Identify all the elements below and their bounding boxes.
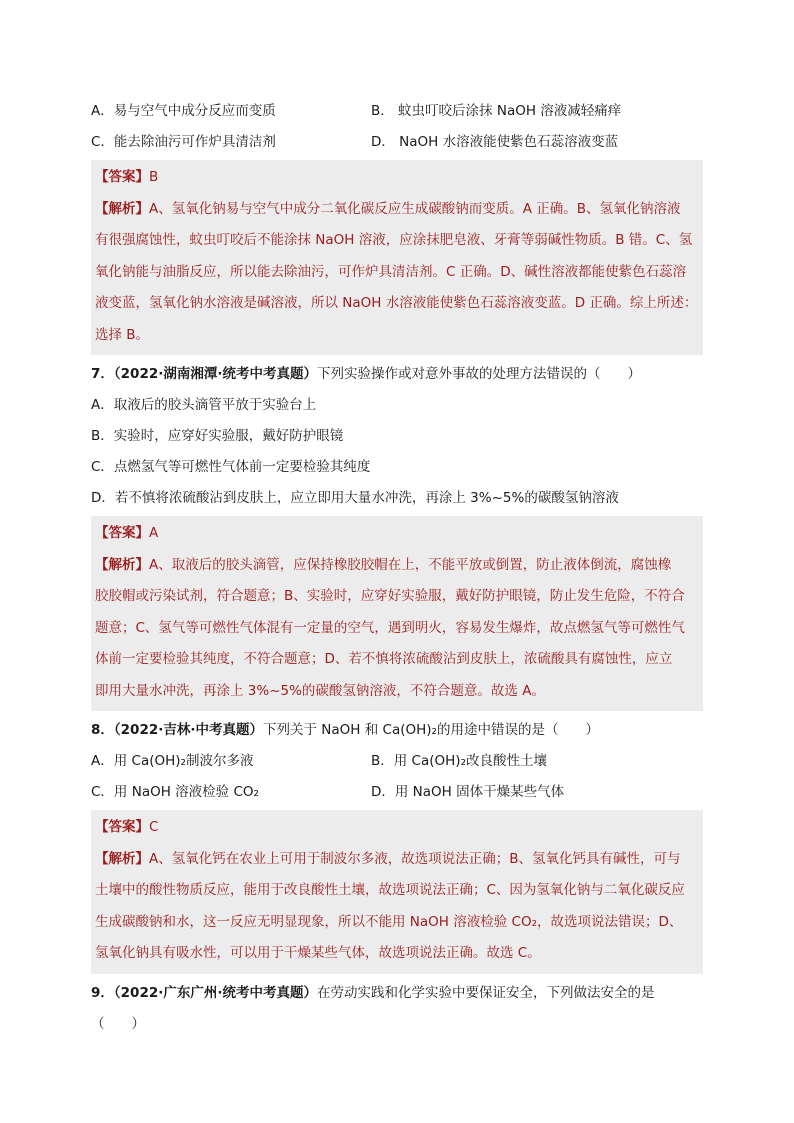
answer-tag: 【答案】 [95,169,149,185]
q6-answer [95,162,701,194]
q6-option-d: D． NaOH 水溶液能使紫色石蕊溶液变蓝 [371,134,619,150]
q7-analysis-line [95,550,701,582]
analysis-tag: 【解析】 [95,556,149,573]
q6-option-a: A．易与空气中成分反应而变质 [91,103,276,119]
q6-option-b: B． 蚊虫叮咬后涂抹 NaOH 溶液减轻痛痒 [371,103,622,119]
analysis-tag: 【解析】 [95,850,149,867]
q7-analysis-line: 体前一定要检验其纯度，不符合题意；D、若不慎将浓硫酸沾到皮肤上，浓硫酸具有腐蚀性，应立 [95,651,673,667]
question-text: 在劳动实践和化学实验中要保证安全，下列做法安全的是 [317,984,655,1001]
analysis-tag: 【解析】 [95,200,149,217]
question-source: （2022·吉林·中考真题） [113,722,263,738]
q8-analysis-line: 土壤中的酸性物质反应，能用于改良酸性土壤，故选项说法正确；C、因为氢氧化钠与二氧化碳反应 [95,882,685,898]
answer-value: B [149,169,159,185]
q6-analysis-line: 氧化钠能与油脂反应，所以能去除油污，可作炉具清洁剂。C 正确。D、碱性溶液都能使紫色石蕊溶 [95,263,687,280]
q7-analysis-line: 胶胶帽或污染试剂，符合题意；B、实验时，应穿好实验服，戴好防护眼镜，防止发生危险，不符合 [95,588,685,604]
q7-analysis-line: 即用大量水冲洗，再涂上 3%~5%的碳酸氢钠溶液，不符合题意。故选 A。 [95,682,545,699]
q6-analysis-line: 有很强腐蚀性，蚊虫叮咬后不能涂抹 NaOH 溶液，应涂抹肥皂液、牙膏等弱碱性物质。B 错。C、氢 [95,232,693,248]
q7-option-d: D．若不慎将浓硫酸沾到皮肤上，应立即用大量水冲洗，再涂上 3%~5%的碳酸氢钠溶液 [91,490,619,506]
q8-option-a: A．用 Ca(OH)₂制波尔多液 [91,753,254,769]
q6-option-c: C．能去除油污可作炉具清洁剂 [91,134,276,150]
answer-tag: 【答案】 [95,525,149,541]
question-number: 7． [91,366,114,382]
q8-option-c: C．用 NaOH 溶液检验 CO₂ [91,784,259,800]
q7-analysis-line: 题意；C、氢气等可燃性气体混有一定量的空气，遇到明火，容易发生爆炸，故点燃氢气等可燃性气 [95,619,685,636]
q8-option-d: D．用 NaOH 固体干燥某些气体 [371,784,565,800]
q9-stem [91,978,703,1009]
question-text: 下列实验操作或对意外事故的处理方法错误的（ ） [317,366,641,382]
q7-stem [91,359,703,390]
question-text: 下列关于 NaOH 和 Ca(OH)₂的用途中错误的是（ ） [263,722,599,738]
analysis-text: A、取液后的胶头滴管，应保持橡胶胶帽在上，不能平放或倒置，防止液体倒流，腐蚀橡 [149,556,672,573]
q8-option-b: B．用 Ca(OH)₂改良酸性土壤 [371,753,547,769]
q7-option-c: C．点燃氢气等可燃性气体前一定要检验其纯度 [91,459,371,475]
q8-options-row-2 [91,777,703,808]
question-source: （2022·广东广州·统考中考真题） [113,984,317,1001]
q6-analysis-line: 选择 B。 [95,326,150,343]
q8-answer [95,812,701,844]
analysis-text: A、氢氧化钙在农业上可用于制波尔多液，故选项说法正确；B、氢氧化钙具有碱性，可与 [149,850,681,867]
q8-stem [91,715,703,746]
exam-page [91,96,703,1040]
answer-value: C [149,819,159,835]
q6-options-row-1 [91,96,703,127]
answer-tag: 【答案】 [95,819,149,835]
q8-analysis-line [95,844,701,876]
answer-value: A [149,525,159,541]
q6-solution-box [91,160,703,355]
q7-option-a: A．取液后的胶头滴管平放于实验台上 [91,397,317,413]
q7-answer [95,518,701,550]
q8-analysis-line: 生成碳酸钠和水，这一反应无明显现象，所以不能用 NaOH 溶液检验 CO₂，故选项说法错误；D、 [95,913,683,930]
question-source: （2022·湖南湘潭·统考中考真题） [113,366,317,382]
question-number: 8． [91,722,114,738]
q6-analysis-line: 液变蓝，氢氧化钠水溶液是碱溶液，所以 NaOH 水溶液能使紫色石蕊溶液变蓝。D 正确。综上所述： [95,295,698,311]
q8-analysis-line: 氢氧化钠具有吸水性，可以用于干燥某些气体，故选项说法正确。故选 C。 [95,945,541,961]
q6-options-row-2 [91,127,703,158]
q9-answer-blank: （ ） [91,1015,145,1032]
q8-options-row-1 [91,746,703,777]
q6-analysis-line [95,194,701,226]
question-number: 9． [91,984,114,1001]
q8-solution-box [91,810,703,974]
q7-solution-box [91,516,703,711]
analysis-text: A、氢氧化钠易与空气中成分二氧化碳反应生成碳酸钠而变质。A 正确。B、氢氧化钠溶液 [149,200,681,217]
q7-option-b: B．实验时，应穿好实验服，戴好防护眼镜 [91,428,344,444]
